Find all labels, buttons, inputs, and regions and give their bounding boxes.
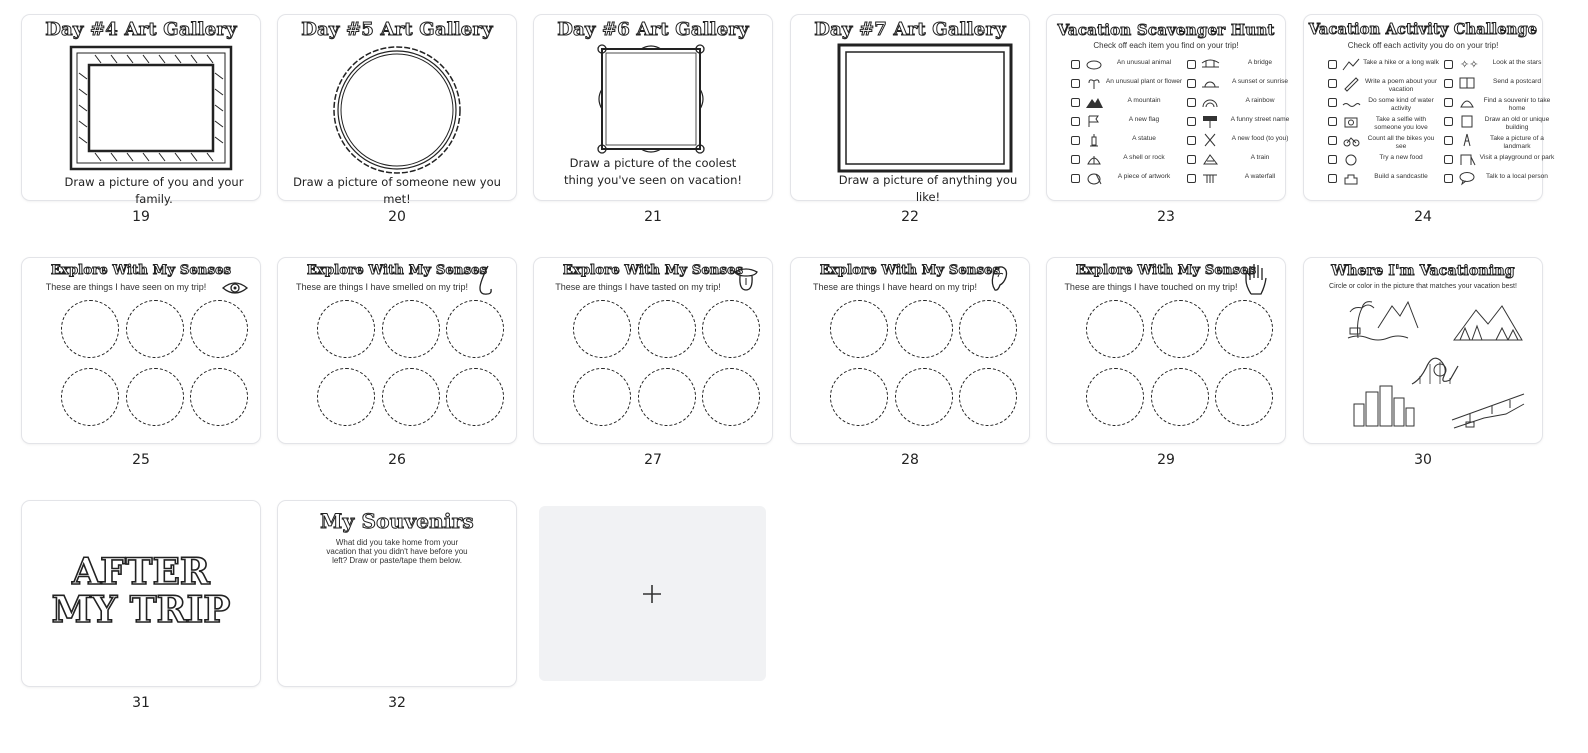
turtle-icon [1085, 57, 1103, 71]
list-item[interactable]: A new flag [1071, 114, 1183, 132]
drawing-circle [638, 368, 696, 426]
page-number: 22 [901, 209, 919, 225]
checkbox[interactable] [1071, 117, 1080, 126]
double-frame-icon [837, 43, 1013, 173]
checkbox[interactable] [1071, 174, 1080, 183]
drawing-circle [317, 300, 375, 358]
drawing-circle [959, 368, 1017, 426]
shell-icon [1085, 152, 1103, 166]
list-item[interactable]: A bridge [1187, 57, 1299, 75]
drawing-circle [638, 300, 696, 358]
checkbox[interactable] [1444, 117, 1453, 126]
stars-icon [1458, 57, 1479, 71]
drawing-circle [190, 368, 248, 426]
drawing-circle [1086, 368, 1144, 426]
list-item[interactable]: Try a new food [1328, 152, 1440, 170]
checkbox[interactable] [1444, 79, 1453, 88]
list-item[interactable]: Talk to a local person [1444, 171, 1556, 189]
bike-icon [1342, 133, 1360, 147]
drawing-circle [573, 368, 631, 426]
drawing-circle [702, 300, 760, 358]
drawing-circle [1151, 300, 1209, 358]
list-item[interactable]: A waterfall [1187, 171, 1299, 189]
drawing-circle [317, 368, 375, 426]
page-title: Explore With My Senses [306, 263, 488, 278]
page-number: 32 [388, 695, 406, 711]
page-number: 31 [132, 695, 150, 711]
playground-icon [1458, 152, 1476, 166]
roller-coaster-illustration-icon [1410, 350, 1460, 386]
building-icon [1458, 114, 1476, 128]
street-sign-icon [1201, 114, 1219, 128]
page-subtitle: These are things I have heard on my trip! [812, 282, 978, 292]
page-number: 29 [1157, 452, 1175, 468]
checkbox[interactable] [1071, 60, 1080, 69]
sandcastle-icon [1342, 171, 1360, 185]
list-item[interactable]: A piece of artwork [1071, 171, 1183, 189]
checkbox[interactable] [1328, 98, 1337, 107]
page-thumbnail-32[interactable] [278, 501, 516, 686]
drawing-circle [1086, 300, 1144, 358]
checkbox[interactable] [1071, 155, 1080, 164]
drawing-circle [895, 300, 953, 358]
page-subtitle: These are things I have seen on my trip! [45, 282, 207, 292]
page-caption: Draw a picture of the coolest thing you've seen on vacation! [564, 156, 742, 187]
utensils-icon [1201, 133, 1219, 147]
checkbox[interactable] [1328, 136, 1337, 145]
page-thumbnail-31[interactable] [22, 501, 260, 686]
page-title: Day #4 Art Gallery [45, 19, 237, 40]
palette-icon [1085, 171, 1103, 185]
list-item[interactable]: A new food (to you) [1187, 133, 1299, 151]
beach-illustration-icon [1348, 298, 1420, 344]
list-item[interactable]: Build a sandcastle [1328, 171, 1440, 189]
page-title: Explore With My Senses [1075, 263, 1257, 278]
page-title: Explore With My Senses [819, 263, 1001, 278]
svg-text:✧✧: ✧✧ [1460, 59, 1479, 71]
bridge-icon [1201, 57, 1219, 71]
checkbox[interactable] [1187, 98, 1196, 107]
waterfall-icon [1201, 171, 1219, 185]
page-thumbnail-26[interactable] [278, 258, 516, 443]
list-item[interactable]: Find a souvenir to take home [1444, 95, 1556, 113]
page-thumbnail-23[interactable] [1047, 15, 1290, 200]
drawing-circle [126, 300, 184, 358]
drawing-circle [446, 300, 504, 358]
page-subtitle: Check off each activity you do on your trip! [1347, 41, 1499, 50]
checkbox[interactable] [1187, 155, 1196, 164]
rainbow-icon [1201, 95, 1219, 109]
shell-icon [1458, 95, 1476, 109]
page-caption: Draw a picture of anything you like! [838, 173, 1018, 204]
checkbox[interactable] [1187, 79, 1196, 88]
checkbox[interactable] [1187, 174, 1196, 183]
drawing-circle [61, 300, 119, 358]
plate-icon [1342, 152, 1360, 166]
flower-icon [1085, 76, 1103, 90]
page-thumbnail-29[interactable] [1047, 258, 1285, 443]
list-item[interactable]: An unusual plant or flower [1071, 76, 1183, 94]
speech-bubble-icon [1458, 171, 1476, 185]
plus-icon [642, 584, 662, 604]
page-title: Where I'm Vacationing [1331, 263, 1515, 279]
checkbox[interactable] [1071, 136, 1080, 145]
page-thumbnail-19[interactable] [22, 15, 260, 206]
picture-frame-icon [67, 43, 235, 173]
list-item[interactable]: Count all the bikes you see [1328, 133, 1440, 151]
checkbox[interactable] [1328, 174, 1337, 183]
page-subtitle: These are things I have touched on my trip! [1064, 282, 1238, 292]
flag-icon [1085, 114, 1103, 128]
drawing-circle [702, 368, 760, 426]
page-number: 25 [132, 452, 150, 468]
checkbox[interactable] [1328, 117, 1337, 126]
checkbox[interactable] [1444, 174, 1453, 183]
page-title: Vacation Activity Challenge [1308, 21, 1538, 38]
list-item[interactable]: Send a postcard [1444, 76, 1556, 94]
drawing-circle [1215, 368, 1273, 426]
page-number: 30 [1414, 452, 1432, 468]
checkbox[interactable] [1187, 136, 1196, 145]
checkbox[interactable] [1071, 98, 1080, 107]
page-title: Explore With My Senses [50, 263, 232, 278]
list-item[interactable]: A statue [1071, 133, 1183, 151]
ski-lift-illustration-icon [1450, 390, 1526, 430]
list-item[interactable]: Draw an old or unique building [1444, 114, 1556, 132]
drawing-circle [830, 368, 888, 426]
checkbox[interactable] [1444, 98, 1453, 107]
page-number: 19 [132, 209, 150, 225]
drawing-circle [382, 300, 440, 358]
page-caption: Draw a picture of someone new you met! [293, 175, 501, 206]
landmark-icon [1458, 133, 1476, 147]
page-thumbnail-21[interactable] [534, 15, 772, 200]
page-subtitle: Circle or color in the picture that matches your vacation best! [1329, 283, 1517, 290]
page-caption: Draw a picture of you and your family. [64, 175, 244, 206]
page-number: 20 [388, 209, 406, 225]
checkbox[interactable] [1444, 60, 1453, 69]
city-illustration-icon [1352, 384, 1416, 428]
drawing-circle [126, 368, 184, 426]
drawing-circle [830, 300, 888, 358]
pencil-icon [1342, 76, 1360, 90]
drawing-circle [959, 300, 1017, 358]
swim-icon [1342, 95, 1360, 109]
checkbox[interactable] [1328, 155, 1337, 164]
page-thumbnail-24[interactable] [1304, 15, 1555, 200]
drawing-circle [61, 368, 119, 426]
page-number: 28 [901, 452, 919, 468]
list-item[interactable]: Take a selfie with someone you love [1328, 114, 1440, 132]
mountain-icon [1085, 95, 1103, 109]
checkbox[interactable] [1187, 117, 1196, 126]
ear-icon [989, 264, 1009, 296]
page-thumbnail-22[interactable] [791, 15, 1029, 204]
list-item[interactable]: A rainbow [1187, 95, 1299, 113]
drawing-circle [190, 300, 248, 358]
page-title: AFTER MY TRIP [51, 551, 231, 631]
page-thumbnail-30[interactable] [1304, 258, 1542, 443]
postcard-icon [1458, 76, 1476, 90]
list-item[interactable]: A mountain [1071, 95, 1183, 113]
checkbox[interactable] [1444, 155, 1453, 164]
hand-icon [1243, 262, 1269, 296]
circle-frame-icon [330, 43, 464, 177]
list-item[interactable]: An unusual animal [1071, 57, 1183, 75]
checkbox[interactable] [1071, 79, 1080, 88]
hike-icon [1342, 57, 1360, 71]
page-number: 21 [644, 209, 662, 225]
train-icon [1201, 152, 1219, 166]
list-item[interactable]: A funny street name [1187, 114, 1299, 132]
page-subtitle: Check off each item you find on your trip! [1093, 41, 1239, 50]
checkbox[interactable] [1187, 60, 1196, 69]
checkbox[interactable] [1328, 79, 1337, 88]
page-subtitle: These are things I have tasted on my trip! [555, 282, 721, 292]
page-title: Day #7 Art Gallery [814, 19, 1006, 40]
drawing-circle [573, 300, 631, 358]
list-item[interactable]: A train [1187, 152, 1299, 170]
page-title: Day #5 Art Gallery [301, 19, 493, 40]
page-number: 23 [1157, 209, 1175, 225]
list-item[interactable]: A shell or rock [1071, 152, 1183, 170]
tongue-icon [733, 266, 759, 294]
list-item[interactable]: Take a picture of a landmark [1444, 133, 1556, 151]
page-title: My Souvenirs [320, 509, 474, 533]
camera-icon [1342, 114, 1360, 128]
page-thumbnail-28[interactable] [791, 258, 1029, 443]
page-subtitle: These are things I have smelled on my trip! [295, 282, 469, 292]
checkbox[interactable] [1444, 136, 1453, 145]
sunset-icon [1201, 76, 1219, 90]
drawing-circle [446, 368, 504, 426]
list-item[interactable]: Write a poem about your vacation [1328, 76, 1440, 94]
page-title: Explore With My Senses [562, 263, 744, 278]
list-item[interactable]: A sunset or sunrise [1187, 76, 1299, 94]
page-thumbnail-25[interactable] [22, 258, 260, 443]
drawing-circle [1215, 300, 1273, 358]
page-number: 24 [1414, 209, 1432, 225]
page-number: 27 [644, 452, 662, 468]
list-item[interactable]: Do some kind of water activity [1328, 95, 1440, 113]
add-page-button[interactable] [539, 506, 766, 681]
list-item[interactable]: Take a hike or a long walk [1328, 57, 1440, 75]
eye-icon [221, 278, 249, 298]
drawing-circle [895, 368, 953, 426]
page-title: Day #6 Art Gallery [557, 19, 749, 40]
ornate-frame-icon [596, 43, 706, 155]
drawing-circle [382, 368, 440, 426]
page-thumbnail-27[interactable] [534, 258, 772, 443]
page-subtitle: What did you take home from your vacation that you didn't have before you left? Draw or paste/tape them below. [326, 538, 468, 565]
statue-icon [1085, 133, 1103, 147]
checkbox[interactable] [1328, 60, 1337, 69]
list-item[interactable]: ✧✧ Look at the stars [1444, 57, 1556, 75]
mountain-forest-illustration-icon [1452, 304, 1524, 342]
page-number: 26 [388, 452, 406, 468]
nose-icon [476, 264, 496, 298]
page-title: Vacation Scavenger Hunt [1057, 21, 1275, 39]
list-item[interactable]: Visit a playground or park [1444, 152, 1556, 170]
drawing-circle [1151, 368, 1209, 426]
page-thumbnail-20[interactable] [278, 15, 516, 206]
